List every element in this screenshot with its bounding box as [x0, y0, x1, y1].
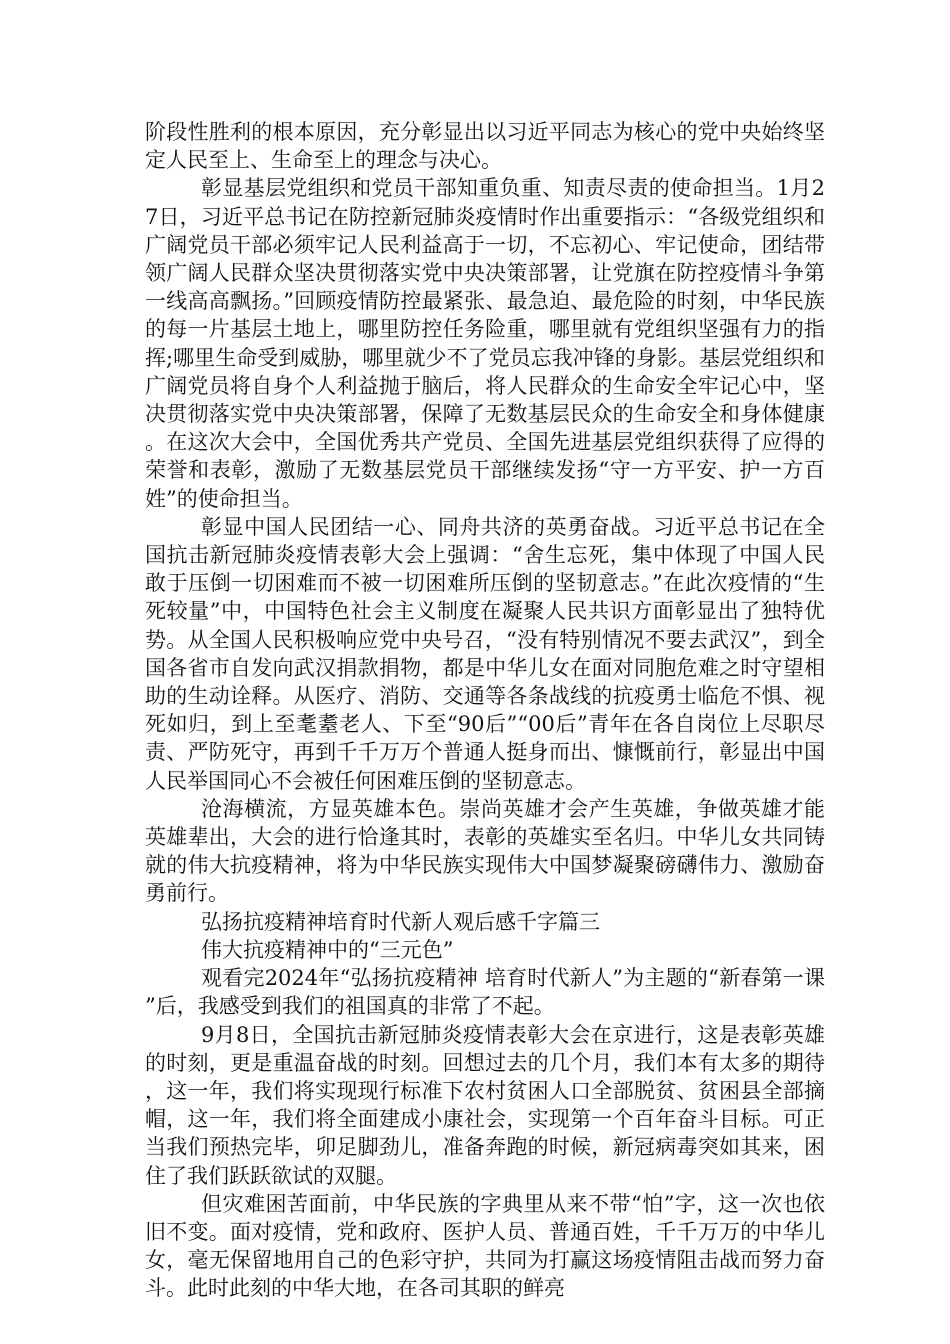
document-page — [145, 118, 825, 1303]
paragraph-commendation-meeting: 9月8日，全国抗击新冠肺炎疫情表彰大会在京进行，这是表彰英雄的时刻，更是重温奋战的时刻。回想过去的几个月，我们本有太多的期待，这一年，我们将实现现行标准下农村贫困人口全部脱贫、贫困县全部摘帽，这一年，我们将全面建成小康社会，实现第一个百年奋斗目标。可正当我们预热完毕，卯足脚劲儿，准备奔跑的时候，新冠病毒突如其来，困住了我们跃跃欲试的双腿。 — [145, 1022, 825, 1188]
section-title: 弘扬抗疫精神培育时代新人观后感千字篇三 — [201, 909, 600, 934]
paragraph-facing-disaster: 但灾难困苦面前，中华民族的字典里从来不带“怕”字，这一次也依旧不变。面对疫情，党和政府、医护人员、普通百姓，千千万万的中华儿女，毫无保留地用自己的色彩守护，共同为打赢这场疫情阻击战而努力奋斗。此时此刻的中华大地，在各司其职的鲜亮 — [145, 1191, 825, 1301]
paragraph-grassroots-party: 彰显基层党组织和党员干部知重负重、知责尽责的使命担当。1月27日，习近平总书记在防控新冠肺炎疫情时作出重要指示：“各级党组织和广阔党员干部必须牢记人民利益高于一切，不忘初心、牢记使命，团结带领广阔人民群众坚决贯彻落实党中央决策部署，让党旗在防控疫情斗争第一线高高飘扬。”回顾疫情防控最紧张、最急迫、最危险的时刻，中华民族的每一片基层土地上，哪里防控任务险重，哪里就有党组织坚强有力的指挥;哪里生命受到威胁，哪里就少不了党员忘我冲锋的身影。基层党组织和广阔党员将自身个人利益抛于脑后，将人民群众的生命安全牢记心中，坚决贯彻落实党中央决策部署，保障了无数基层民众的生命安全和身体健康。在这次大会中，全国优秀共产党员、全国先进基层党组织获得了应得的荣誉和表彰，激励了无数基层党员干部继续发扬“守一方平安、护一方百姓”的使命担当。 — [145, 176, 825, 511]
section-subtitle: 伟大抗疫精神中的“三元色” — [201, 937, 454, 962]
paragraph-new-spring-lesson: 观看完2024年“弘扬抗疫精神 培育时代新人”为主题的“新春第一课”后，我感受到我们的祖国真的非常了不起。 — [145, 966, 825, 1019]
paragraph-people-united: 彰显中国人民团结一心、同舟共济的英勇奋战。习近平总书记在全国抗击新冠肺炎疫情表彰大会上强调：“舍生忘死，集中体现了中国人民敢于压倒一切困难而不被一切困难所压倒的坚韧意志。”在此次疫情的“生死较量”中，中国特色社会主义制度在凝聚人民共识方面彰显出了独特优势。从全国人民积极响应党中央号召，“没有特别情况不要去武汉”，到全国各省市自发向武汉捐款捐物，都是中华儿女在面对同胞危难之时守望相助的生动诠释。从医疗、消防、交通等各条战线的抗疫勇士临危不惧、视死如归，到上至耄耋老人、下至“90后”“00后”青年在各自岗位上尽职尽责、严防死守，再到千千万万个普通人挺身而出、慷慨前行，彰显出中国人民举国同心不会被任何困难压倒的坚韧意志。 — [145, 514, 825, 793]
paragraph-heroes: 沧海横流，方显英雄本色。崇尚英雄才会产生英雄，争做英雄才能英雄辈出，大会的进行恰逢其时，表彰的英雄实至名归。中华儿女共同铸就的伟大抗疫精神，将为中华民族实现伟大中国梦凝聚磅礴伟力、激励奋勇前行。 — [145, 796, 825, 906]
paragraph-continuation: 阶段性胜利的根本原因，充分彰显出以习近平同志为核心的党中央始终坚定人民至上、生命至上的理念与决心。 — [145, 120, 825, 173]
